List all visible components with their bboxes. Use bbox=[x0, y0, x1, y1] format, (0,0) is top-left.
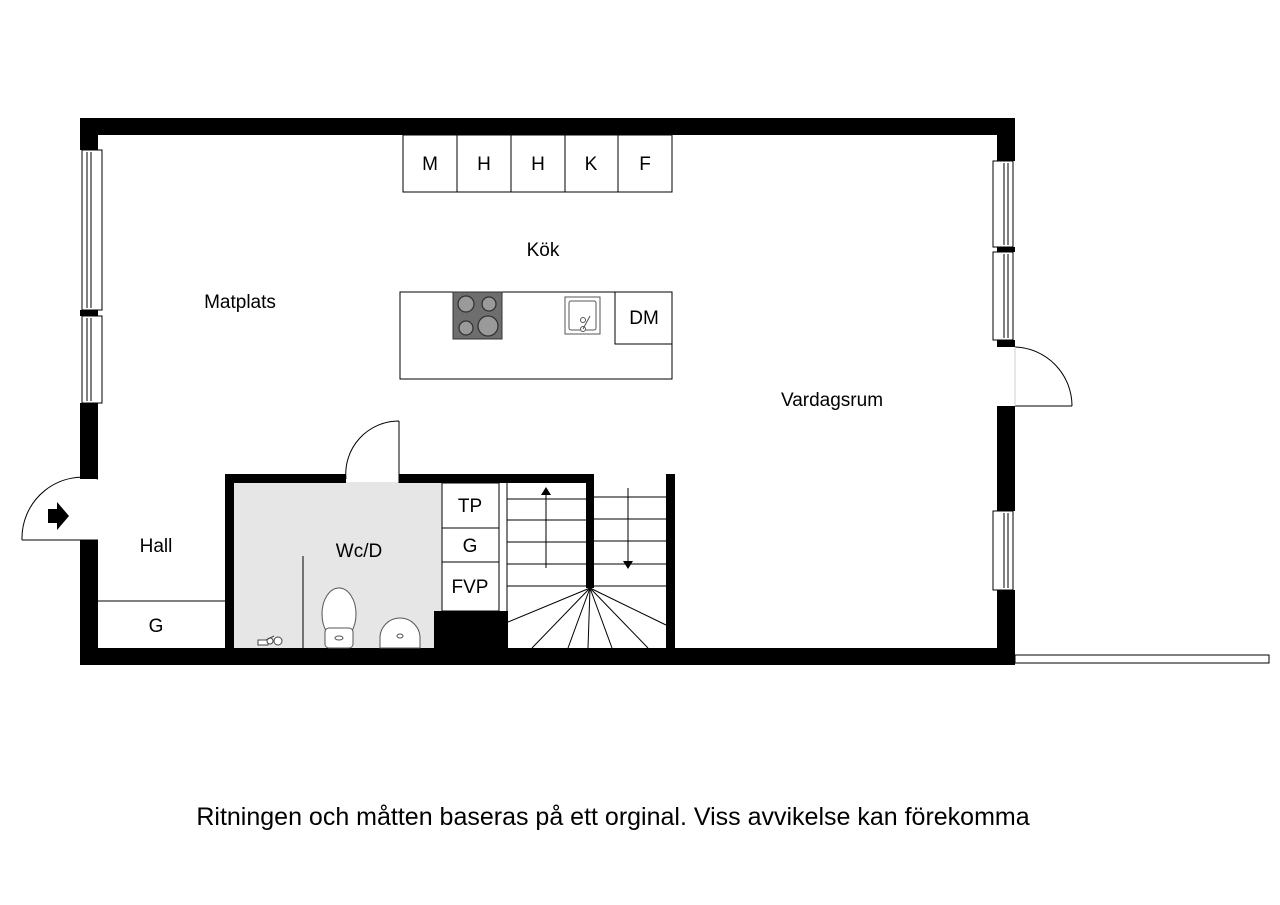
room-label-kitchen: Kök bbox=[526, 240, 560, 261]
stair-up-arrow-icon bbox=[541, 487, 551, 495]
toilet-icon bbox=[322, 588, 356, 648]
cabinet-label: K bbox=[584, 154, 598, 176]
dishwasher-label: DM bbox=[629, 308, 659, 330]
hall-wardrobe-label: G bbox=[148, 616, 164, 638]
wc-door bbox=[346, 421, 399, 483]
room-label-living: Vardagsrum bbox=[780, 390, 884, 411]
room-label-dining: Matplats bbox=[204, 292, 276, 313]
sink-icon bbox=[565, 297, 600, 334]
room-label-hall: Hall bbox=[139, 536, 173, 557]
disclaimer-text: Ritningen och måtten baseras på ett orginal. Viss avvikelse kan förekomma bbox=[196, 803, 1030, 831]
cabinet-label: G bbox=[462, 536, 478, 558]
cooktop-icon bbox=[453, 292, 502, 339]
stair-down-arrow-icon bbox=[623, 561, 633, 569]
entrance-arrow-icon bbox=[48, 502, 69, 530]
cabinet-label: F bbox=[639, 154, 651, 176]
cabinet-label: H bbox=[477, 154, 491, 176]
cabinet-label: M bbox=[422, 154, 438, 176]
terrace-edge bbox=[1015, 655, 1269, 663]
dryer-label: TP bbox=[457, 496, 483, 518]
heat-pump-label: FVP bbox=[451, 577, 489, 599]
cabinet-label: H bbox=[531, 154, 545, 176]
living-door bbox=[1015, 347, 1072, 406]
room-label-wc: Wc/D bbox=[335, 541, 383, 562]
